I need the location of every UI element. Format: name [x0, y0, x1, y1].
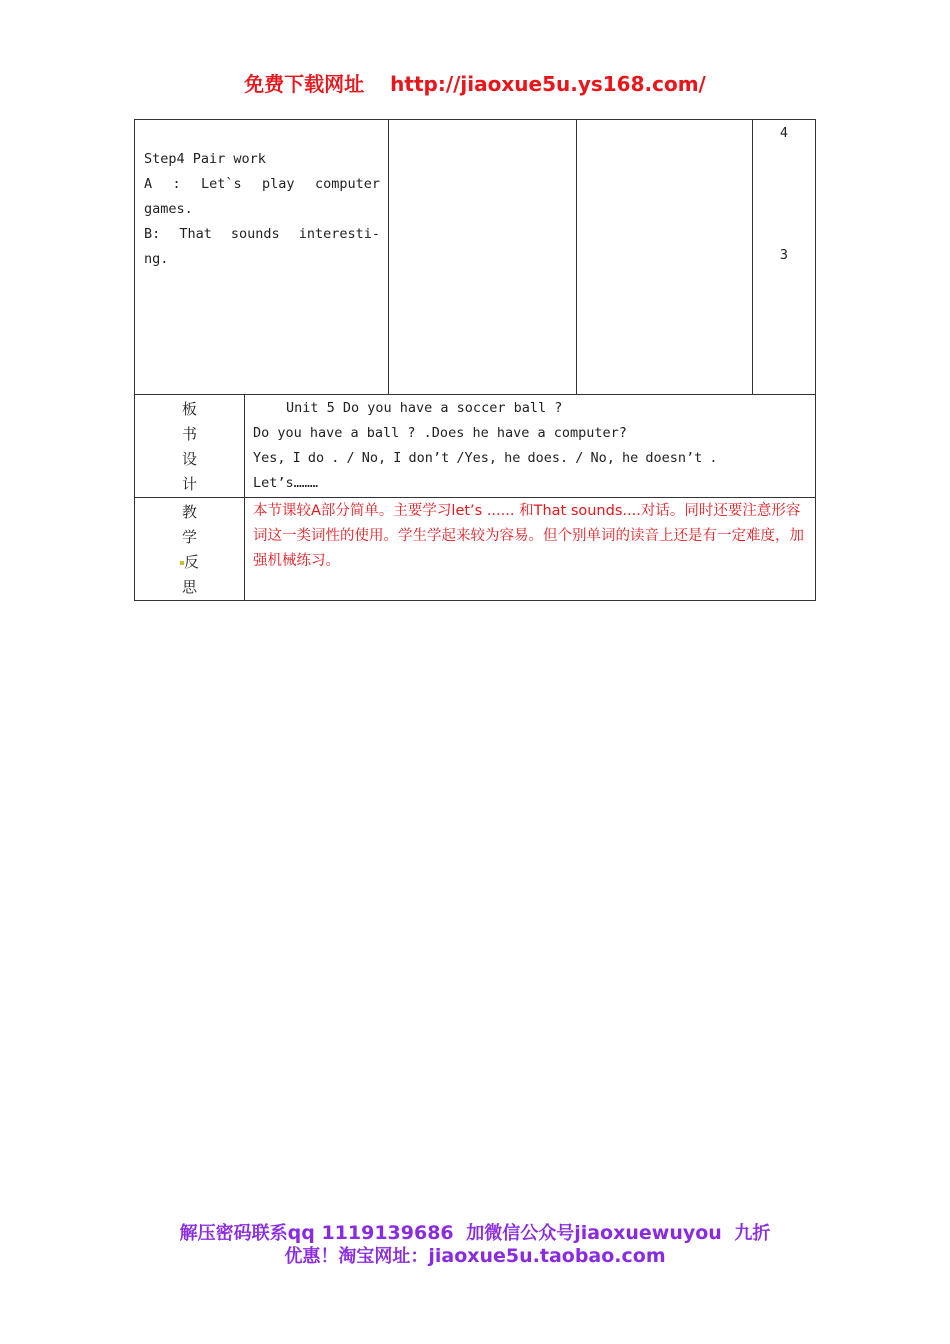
step4-line-a: A : Let`s play computer: [144, 176, 380, 192]
board-line-1: Unit 5 Do you have a soccer ball ?: [286, 400, 563, 416]
header-banner: [0, 68, 950, 97]
empty-cell-1: [389, 120, 577, 395]
board-line-3: Yes, I do . / No, I don’t /Yes, he does. / No, he doesn’t .: [253, 450, 718, 466]
board-design-content: [245, 395, 816, 498]
header-label: 免费下载网址: [244, 72, 365, 96]
step4-line-b: B: That sounds interesti-: [144, 226, 380, 242]
time-cell: [753, 120, 816, 395]
step-table: [134, 119, 816, 395]
summary-table: [134, 394, 816, 601]
empty-cell-2: [577, 120, 753, 395]
board-line-2: Do you have a ball ? .Does he have a computer?: [253, 425, 627, 441]
reflection-content: [245, 498, 816, 601]
step4-title: Step4 Pair work: [144, 151, 266, 167]
taobao-link[interactable]: jiaoxue5u.taobao.com: [428, 1245, 666, 1267]
step4-cell: [135, 120, 389, 395]
footer-line-1: 解压密码联系qq 1119139686 加微信公众号jiaoxuewuyou 九折: [179, 1222, 771, 1244]
board-design-label: 板 书 设 计: [135, 395, 245, 498]
board-line-4: Let’s………: [253, 475, 319, 491]
time-value-2: 3: [779, 247, 789, 263]
time-value-1: 4: [779, 125, 789, 141]
reflection-label: 教 学 反 思: [135, 498, 245, 601]
step4-line-a2: games.: [144, 201, 193, 217]
step4-line-b2: ng.: [144, 251, 169, 267]
footer-line-2: 优惠！淘宝网址：jiaoxue5u.taobao.com: [284, 1245, 666, 1267]
reflection-text: 本节课较A部分简单。主要学习let’s ...... 和That sounds....对话。同时还要注意形容词这一类词性的使用。学生学起来较为容易。但个别单词的读音上还是有一定难度，加强机械练习。: [253, 503, 804, 569]
header-url[interactable]: http://jiaoxue5u.ys168.com/: [390, 72, 706, 96]
